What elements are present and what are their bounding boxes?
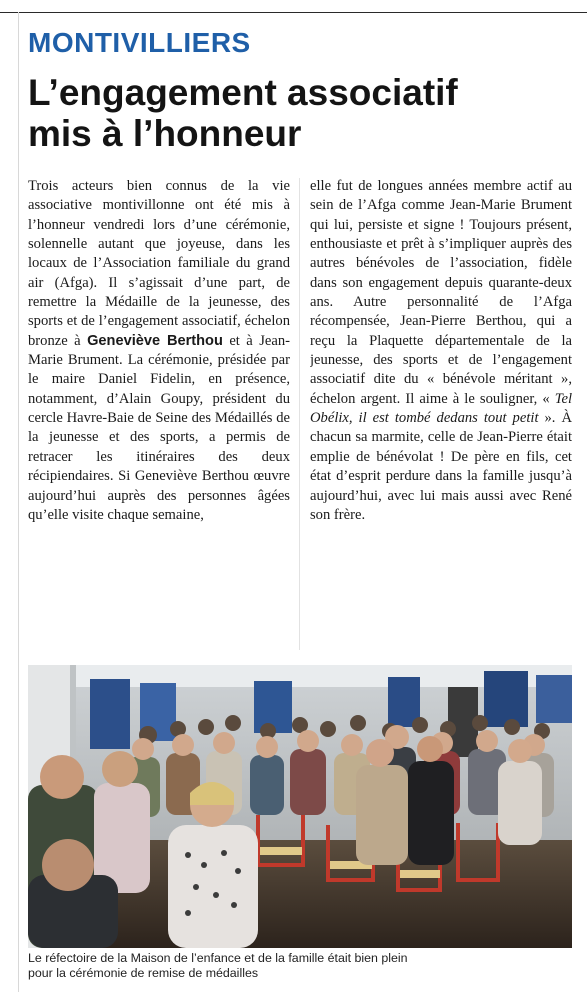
section-kicker: MONTIVILLIERS xyxy=(28,27,251,58)
photo-caption xyxy=(28,951,572,981)
headline-line-1: L’engagement associatif xyxy=(28,72,458,113)
article-headline xyxy=(28,72,568,154)
obelix-quote: Tel Obélix, il est tombé dedans tout petit xyxy=(310,390,572,427)
top-rule xyxy=(0,12,587,13)
column-1-text-b: et à Jean-Marie Brument. La cérémonie, présidée par le maire Daniel Fidelin, en présence, notamment, d’Alain Goupy, président du cercle Havre-Baie de Seine des Médaillés de la jeunesse et des sports, a permis de retracer les itinéraires des deux récipiendaires. Si Geneviève Berthou œuvre aujourd’hui auprès des personnes âgées qu’elle visite chaque semaine, xyxy=(28,332,290,523)
headline-line-2: mis à l’honneur xyxy=(28,113,302,154)
column-2-text-b: ». À chacun sa marmite, celle de Jean-Pierre était emplie de bénévolat ! De père en fils, cet état d’esprit perdure dans la famille jusqu’à aujourd’hui, avec lui mais aussi avec René son frère. xyxy=(310,410,572,523)
caption-line-2: pour la cérémonie de remise de médailles xyxy=(28,966,259,980)
caption-line-1: Le réfectoire de la Maison de l’enfance et de la famille était bien plein xyxy=(28,951,408,965)
article-column-1 xyxy=(28,177,290,651)
audience-photo-illustration xyxy=(28,665,572,948)
column-1-text-a: Trois acteurs bien connus de la vie associative montivillonne ont été mis à l’honneur vendredi lors d’une cérémonie, solennelle autant que joyeuse, dans les locaux de l’Association familiale du grand air (Afga). Il s’agissait d’une part, de remettre la Médaille de la jeunesse, des sports et de l’engagement associatif, échelon bronze à xyxy=(28,178,290,349)
honoree-name: Geneviève Berthou xyxy=(87,332,223,349)
left-margin-rule xyxy=(18,12,19,992)
article-photo xyxy=(28,665,572,948)
article-column-2 xyxy=(310,177,572,651)
column-2-text-a: elle fut de longues années membre actif au sein de l’Afga comme Jean-Marie Brument qui lui, persiste et signe ! Toujours présent, enthousiaste et prêt à s’impliquer auprès des autres bénévoles de l’association, fidèle dans son engagement depuis quarante-deux ans. Autre personnalité de l’Afga récompensée, Jean-Pierre Berthou, qui a reçu la Plaquette départementale de la jeunesse, des sports et de l’engagement associatif dite du « bénévole méritant », échelon argent. Il aime à le souligner, « xyxy=(310,178,572,407)
column-divider xyxy=(299,178,300,650)
